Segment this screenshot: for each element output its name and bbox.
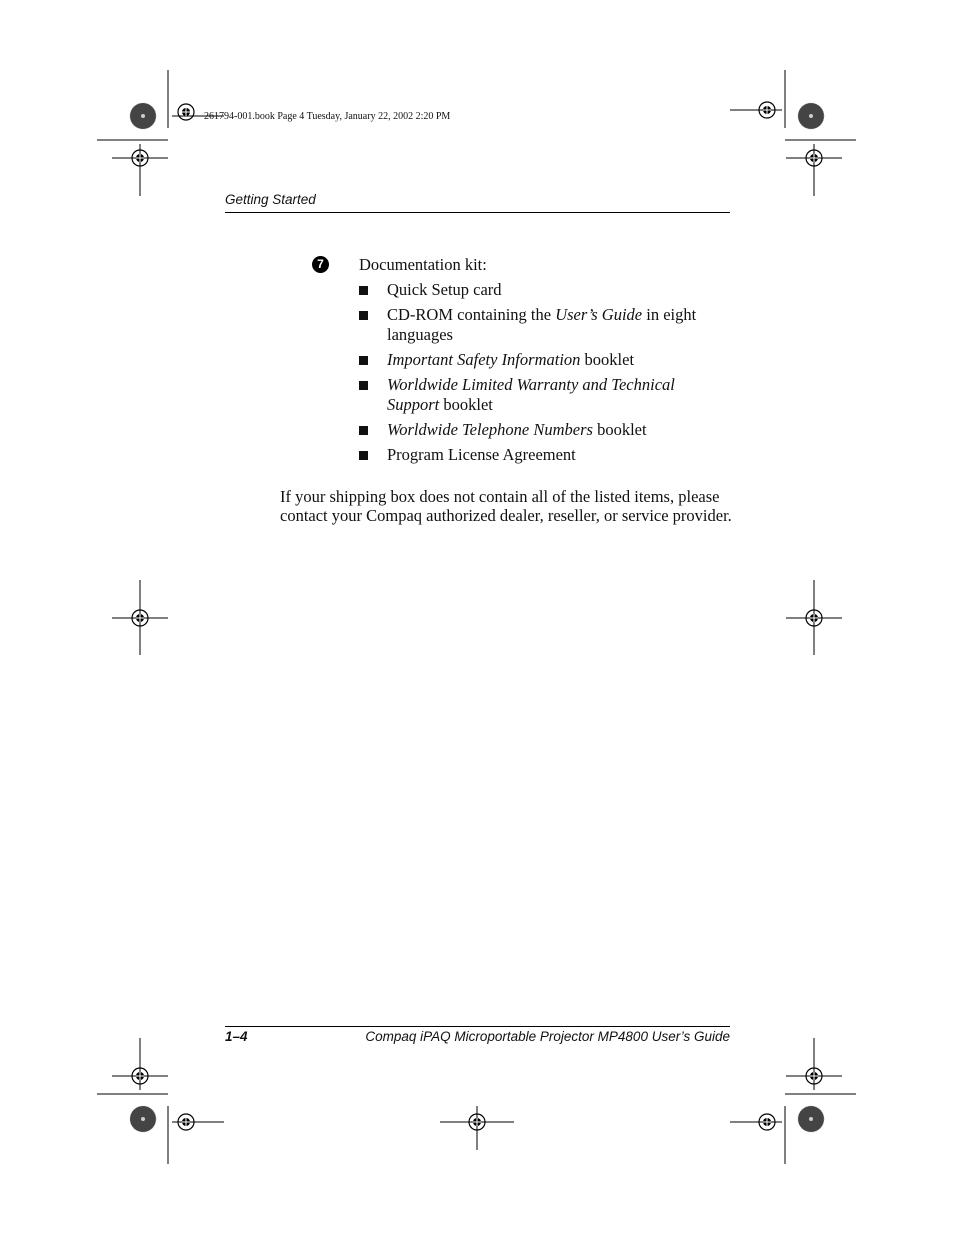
bullet-text-italic: Important Safety Information — [387, 350, 581, 369]
header-rule — [225, 212, 730, 213]
square-bullet-icon — [359, 426, 368, 435]
bullet-text-italic: User’s Guide — [555, 305, 643, 324]
bullet-item — [359, 375, 719, 415]
callout-number-badge: 7 — [312, 256, 329, 273]
square-bullet-icon — [359, 381, 368, 390]
bullet-list — [359, 280, 719, 470]
bullet-text: booklet — [439, 395, 493, 414]
bullet-item — [359, 280, 719, 300]
footer-rule — [225, 1026, 730, 1027]
bullet-item — [359, 420, 719, 440]
bullet-text-italic: Worldwide Telephone Numbers — [387, 420, 593, 439]
square-bullet-icon — [359, 356, 368, 365]
running-head: Getting Started — [225, 192, 316, 207]
print-slug: 261794-001.book Page 4 Tuesday, January 22, 2002 2:20 PM — [204, 111, 451, 122]
bullet-text: Quick Setup card — [387, 280, 502, 299]
bullet-text: in eight languages — [387, 305, 697, 344]
bullet-text: booklet — [580, 350, 635, 369]
body-paragraph: If your shipping box does not contain all of the listed items, please contact your Compaq authorized dealer, reseller, or service provider. — [280, 487, 732, 525]
bullet-item — [359, 445, 719, 465]
bullet-text: Program License Agreement — [387, 445, 576, 464]
bullet-item — [359, 350, 719, 370]
document-title: Compaq iPAQ Microportable Projector MP4800 User’s Guide — [365, 1029, 730, 1044]
bullet-text-italic: Worldwide Limited Warranty and Technical Support — [387, 375, 675, 414]
bullet-item — [359, 305, 719, 345]
square-bullet-icon — [359, 286, 368, 295]
page-number: 1–4 — [225, 1029, 248, 1044]
callout-text: Documentation kit: — [359, 255, 487, 274]
bullet-text: booklet — [592, 420, 647, 439]
square-bullet-icon — [359, 451, 368, 460]
square-bullet-icon — [359, 311, 368, 320]
bullet-text: CD-ROM containing the — [387, 305, 556, 324]
